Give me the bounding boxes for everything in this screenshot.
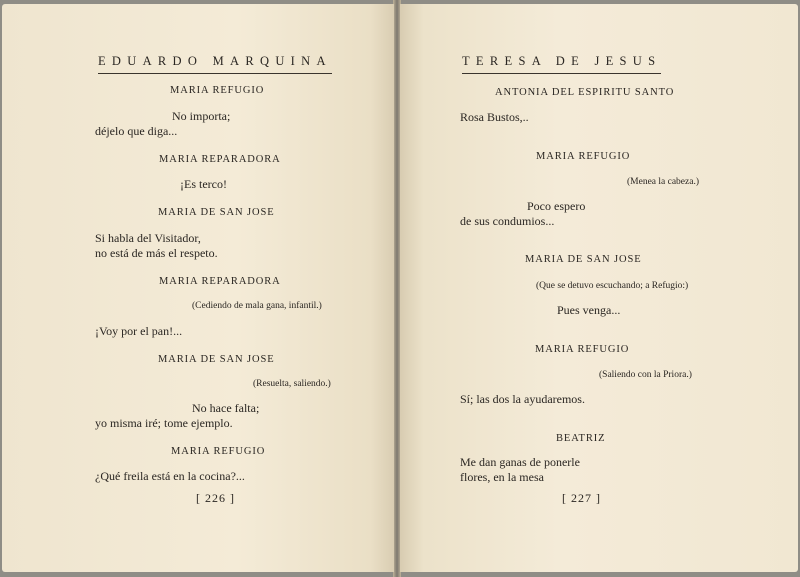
page-number: [ 227 ] (562, 491, 601, 505)
right-running-header: TERESA DE JESUS (462, 54, 661, 74)
verse-line: No importa; (172, 109, 231, 123)
verse-line: ¿Qué freila está en la cocina?... (95, 469, 245, 483)
page-number: [ 226 ] (196, 491, 235, 505)
verse-line: No hace falta; (192, 401, 260, 415)
verse-line: ¡Voy por el pan!... (95, 324, 183, 338)
verse-line: Si habla del Visitador, (95, 231, 201, 245)
speaker-name: ANTONIA DEL ESPIRITU SANTO (495, 87, 675, 98)
speaker-name: MARIA REFUGIO (170, 85, 265, 96)
left-running-header: EDUARDO MARQUINA (98, 54, 332, 74)
speaker-name: MARIA REPARADORA (159, 276, 281, 287)
speaker-name: MARIA DE SAN JOSE (158, 207, 275, 218)
stage-direction: (Resuelta, saliendo.) (253, 379, 331, 389)
verse-line: Me dan ganas de ponerle (460, 455, 580, 469)
speaker-name: MARIA REPARADORA (159, 154, 281, 165)
verse-line: déjelo que diga... (95, 124, 178, 138)
verse-line: yo misma iré; tome ejemplo. (95, 416, 233, 430)
stage-direction: (Cediendo de mala gana, infantil.) (192, 301, 322, 311)
verse-line: ¡Es terco! (180, 177, 227, 191)
speaker-name: MARIA REFUGIO (536, 151, 631, 162)
speaker-name: MARIA DE SAN JOSE (158, 354, 275, 365)
right-page (400, 4, 798, 572)
speaker-name: MARIA DE SAN JOSE (525, 254, 642, 265)
speaker-name: BEATRIZ (556, 433, 606, 444)
verse-line: no está de más el respeto. (95, 246, 218, 260)
verse-line: Pues venga... (557, 303, 621, 317)
stage-direction: (Menea la cabeza.) (627, 177, 699, 187)
verse-line: flores, en la mesa (460, 470, 544, 484)
stage-direction: (Saliendo con la Priora.) (599, 370, 692, 380)
verse-line: Rosa Bustos,.. (460, 110, 529, 124)
stage-direction: (Que se detuvo escuchando; a Refugio:) (536, 281, 689, 291)
left-page (2, 4, 394, 572)
verse-line: Sí; las dos la ayudaremos. (460, 392, 585, 406)
verse-line: de sus condumios... (460, 214, 555, 228)
speaker-name: MARIA REFUGIO (535, 344, 630, 355)
verse-line: Poco espero (527, 199, 586, 213)
speaker-name: MARIA REFUGIO (171, 446, 266, 457)
